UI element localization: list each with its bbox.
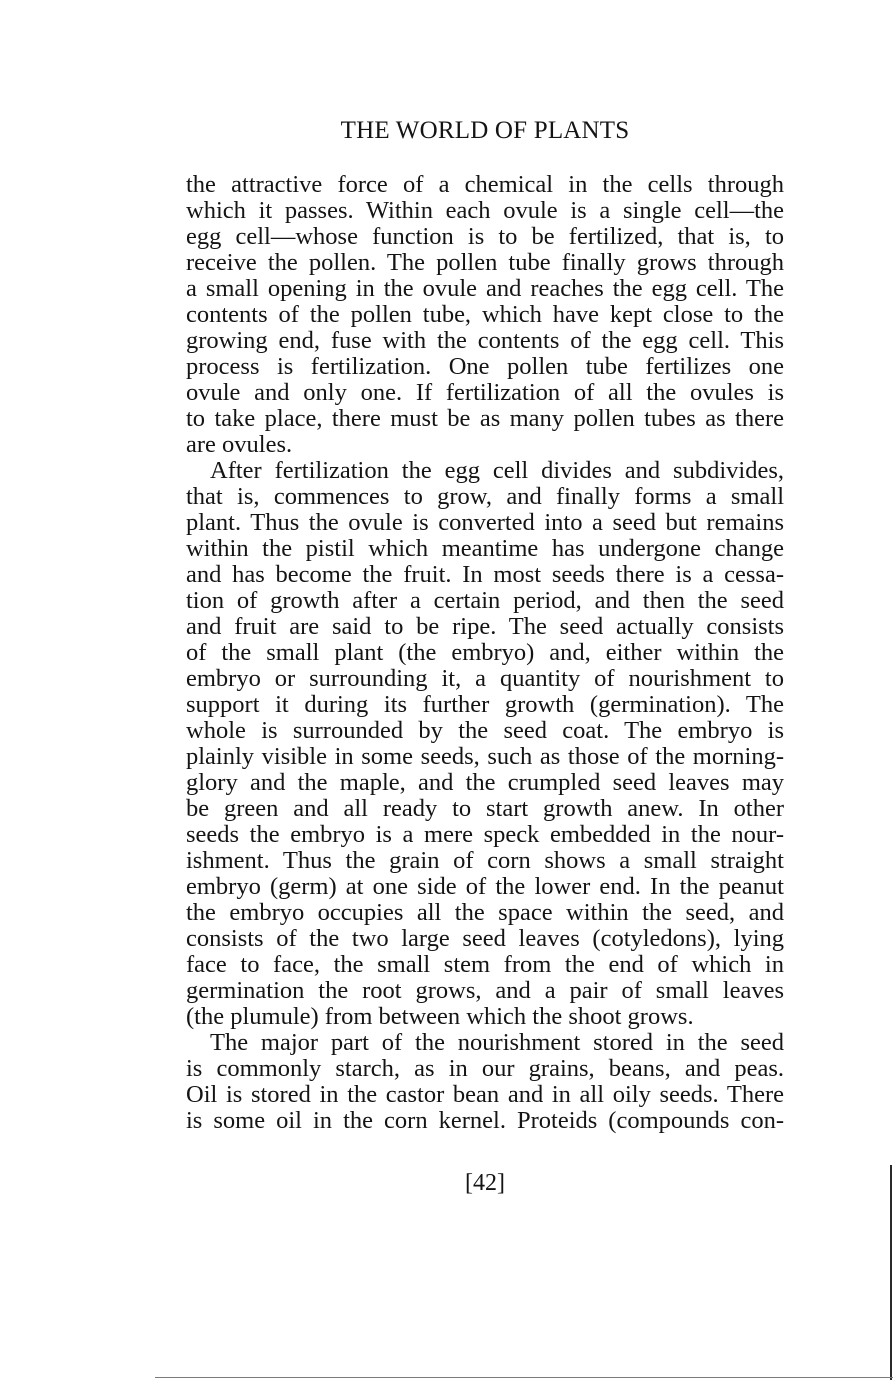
text-line: embryo (germ) at one side of the lower end. In the peanut	[186, 873, 784, 900]
text-line: embryo or surrounding it, a quantity of nourishment to	[186, 665, 784, 692]
text-line: consists of the two large seed leaves (cotyledons), lying	[186, 925, 784, 952]
text-line: Oil is stored in the castor bean and in all oily seeds. There	[186, 1081, 784, 1108]
text-line: whole is surrounded by the seed coat. The embryo is	[186, 717, 784, 744]
body-text	[186, 172, 784, 1134]
text-line: plant. Thus the ovule is converted into a seed but remains	[186, 509, 784, 536]
text-line: to take place, there must be as many pollen tubes as there	[186, 405, 784, 432]
text-line: germination the root grows, and a pair of small leaves	[186, 977, 784, 1004]
text-line: within the pistil which meantime has undergone change	[186, 535, 784, 562]
text-line: egg cell—whose function is to be fertilized, that is, to	[186, 223, 784, 250]
paragraph	[186, 458, 784, 1030]
text-line: that is, commences to grow, and finally forms a small	[186, 483, 784, 510]
text-line: and has become the fruit. In most seeds there is a cessa-	[186, 561, 784, 588]
text-line: ishment. Thus the grain of corn shows a small straight	[186, 847, 784, 874]
paragraph	[186, 1030, 784, 1134]
text-line: of the small plant (the embryo) and, either within the	[186, 639, 784, 666]
text-line: contents of the pollen tube, which have kept close to the	[186, 301, 784, 328]
text-line: a small opening in the ovule and reaches the egg cell. The	[186, 275, 784, 302]
text-line: face to face, the small stem from the end of which in	[186, 951, 784, 978]
text-line: (the plumule) from between which the shoot grows.	[186, 1003, 694, 1030]
text-line: is commonly starch, as in our grains, beans, and peas.	[186, 1055, 784, 1082]
page-number: [42]	[465, 1170, 505, 1196]
text-line: seeds the embryo is a mere speck embedded in the nour-	[186, 821, 784, 848]
text-line: be green and all ready to start growth anew. In other	[186, 795, 784, 822]
paragraph	[186, 172, 784, 458]
text-line: plainly visible in some seeds, such as those of the morning-	[186, 743, 784, 770]
text-line: receive the pollen. The pollen tube finally grows through	[186, 249, 784, 276]
text-line: the embryo occupies all the space within the seed, and	[186, 899, 784, 926]
text-line: ovule and only one. If fertilization of all the ovules is	[186, 379, 784, 406]
text-line: is some oil in the corn kernel. Proteids (compounds con-	[186, 1107, 784, 1134]
text-line: and fruit are said to be ripe. The seed actually consists	[186, 613, 784, 640]
text-line: which it passes. Within each ovule is a single cell—the	[186, 197, 784, 224]
text-line: process is fertilization. One pollen tube fertilizes one	[186, 353, 784, 380]
text-line: glory and the maple, and the crumpled seed leaves may	[186, 769, 784, 796]
text-line: support it during its further growth (germination). The	[186, 691, 784, 718]
text-line: the attractive force of a chemical in the cells through	[186, 171, 784, 198]
running-head: THE WORLD OF PLANTS	[340, 117, 630, 144]
scan-edge-right	[890, 1165, 892, 1380]
text-line: After fertilization the egg cell divides and subdivides,	[210, 457, 784, 484]
scan-edge-bottom	[155, 1377, 893, 1378]
text-line: are ovules.	[186, 431, 293, 458]
text-line: growing end, fuse with the contents of the egg cell. This	[186, 327, 784, 354]
text-line: The major part of the nourishment stored in the seed	[210, 1029, 784, 1056]
text-line: tion of growth after a certain period, and then the seed	[186, 587, 784, 614]
